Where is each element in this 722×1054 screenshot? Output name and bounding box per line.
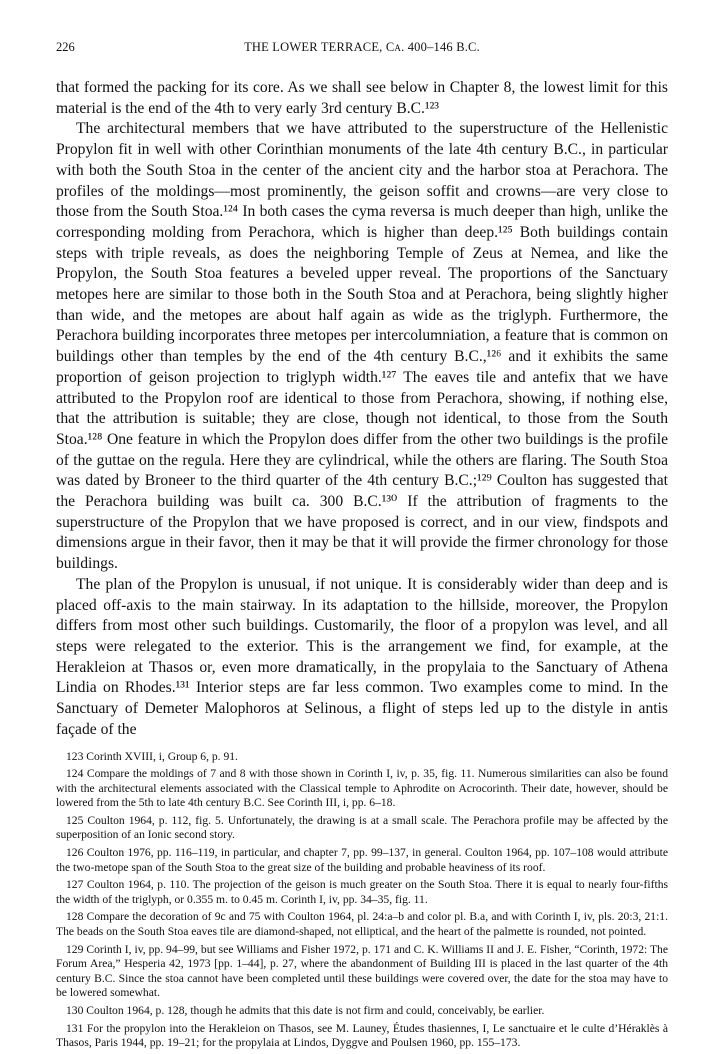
paragraph: The architectural members that we have attributed to the superstructure of the Hellenistic Propylon fit in well with other Corinthian monuments of the late 4th century B.C., in particular with both the South Stoa in the center of the ancient city and the harbor stoa at Perachora. The profiles of the moldings—most prominently, the geison soffit and crowns—are very close to those from the South Stoa.¹²⁴ In both cases the cyma reversa is much deeper than high, unlike the corresponding molding from Perachora, which is higher than deep.¹²⁵ Both buildings contain steps with triple reveals, as does the neighboring Temple of Zeus at Nemea, and like the Propylon, the South Stoa features a beveled upper reveal. The proportions of the Sanctuary metopes here are similar to those both in the South Stoa and at Perachora, being slightly higher than wide, and the metopes are about half again as wide as the triglyph. Furthermore, the Perachora building incorporates three metopes per intercolumniation, a feature that is common on buildings other than temples by the end of the 4th century B.C.,¹²⁶ and it exhibits the same proportion of geison projection to triglyph width.¹²⁷ The eaves tile and antefix that we have attributed to the Propylon roof are identical to those from Perachora, showing, if nothing else, that the attribution is suitable; they are close, though not identical, to those from the South Stoa.¹²⁸ One feature in which the Propylon does differ from the other two buildings is the profile of the guttae on the regula. Here they are cylindrical, while the others are flaring. The South Stoa was dated by Broneer to the third quarter of the 4th century B.C.;¹²⁹ Coulton has suggested that the Perachora building was built ca. 300 B.C.¹³⁰ If the attribution of fragments to the superstructure of the Propylon that we have proposed is correct, and in our view, findspots and dimensions argue in their favor, then it may be that it will provide the firmer chronology for those buildings. (56, 120, 668, 573)
footnote: 128 Compare the decoration of 9c and 75 with Coulton 1964, pl. 24:a–b and color pl. B.a, and with Corinth I, iv, pls. 20:3, 21:1. The beads on the South Stoa eaves tile are diamond-shaped, not elliptical, and the heart of the palmette is rounded, not pointed. (56, 910, 668, 939)
page-number: 226 (56, 40, 75, 54)
paragraph: The plan of the Propylon is unusual, if not unique. It is considerably wider than deep and is placed off-axis to the main stairway. In its adaptation to the hillside, moreover, the Propylon differs from most other such buildings. Customarily, the floor of a propylon was level, and all steps were relegated to the exterior. This is the arrangement we find, for example, at the Herakleion at Thasos or, even more dramatically, in the propylaia to the Sanctuary of Athena Lindia on Rhodes.¹³¹ Interior steps are far less common. Two examples come to mind. In the Sanctuary of Demeter Malophoros at Selinous, a flight of steps led up to the distyle in antis façade of the (56, 575, 668, 738)
footnotes (56, 750, 668, 1051)
footnote: 124 Compare the moldings of 7 and 8 with those shown in Corinth I, iv, p. 35, fig. 11. Numerous similarities can also be found with the architectural elements associated with the Classical temple to Aphrodite on Acrocorinth. Their date, however, should be lowered from the 5th to late 4th century B.C. See Corinth III, i, pp. 6–18. (56, 767, 668, 810)
running-title: THE LOWER TERRACE, Ca. 400–146 B.C. (244, 40, 480, 54)
footnote: 126 Coulton 1976, pp. 116–119, in particular, and chapter 7, pp. 99–137, in general. Coulton 1964, pp. 107–108 would attribute the two-metope span of the South Stoa to the great size of the building and probable heaviness of its roof. (56, 846, 668, 874)
footnote: 129 Corinth I, iv, pp. 94–99, but see Williams and Fisher 1972, p. 171 and C. K. Williams II and J. E. Fisher, “Corinth, 1972: The Forum Area,” Hesperia 42, 1973 [pp. 1–44], p. 27, where the abandonment of Building III is placed in the last quarter of the 4th century B.C. Since the stoa cannot have been completed until these buildings were covered over, the date for the stoa may have to be lowered somewhat. (56, 942, 668, 1000)
paragraph: that formed the packing for its core. As we shall see below in Chapter 8, the lowest limit for this material is the end of the 4th to very early 3rd century B.C.¹²³ (56, 79, 668, 117)
page (56, 40, 668, 1054)
footnote: 125 Coulton 1964, p. 112, fig. 5. Unfortunately, the drawing is at a small scale. The Perachora profile may be affected by the superposition of an Ionic second story. (56, 813, 668, 842)
footnote: 130 Coulton 1964, p. 128, though he admits that this date is not firm and could, conceivably, be earlier. (66, 1004, 545, 1017)
body-text (56, 78, 668, 741)
footnote: 123 Corinth XVIII, i, Group 6, p. 91. (66, 749, 238, 763)
footnote: 131 For the propylon into the Herakleion on Thasos, see M. Launey, Études thasiennes, I, Le sanctuaire et le culte d’Héraklès à Thasos, Paris 1944, pp. 19–21; for the propylaia at Lindos, Dyggve and Poulsen 1960, pp. 155–173. (56, 1021, 668, 1050)
running-head (56, 40, 668, 58)
footnote: 127 Coulton 1964, p. 110. The projection of the geison is much greater on the South Stoa. There it is equal to nearly four-fifths the width of the triglyph, or 0.355 m. to 0.45 m. Corinth I, iv, pp. 34–35, fig. 11. (56, 878, 668, 906)
